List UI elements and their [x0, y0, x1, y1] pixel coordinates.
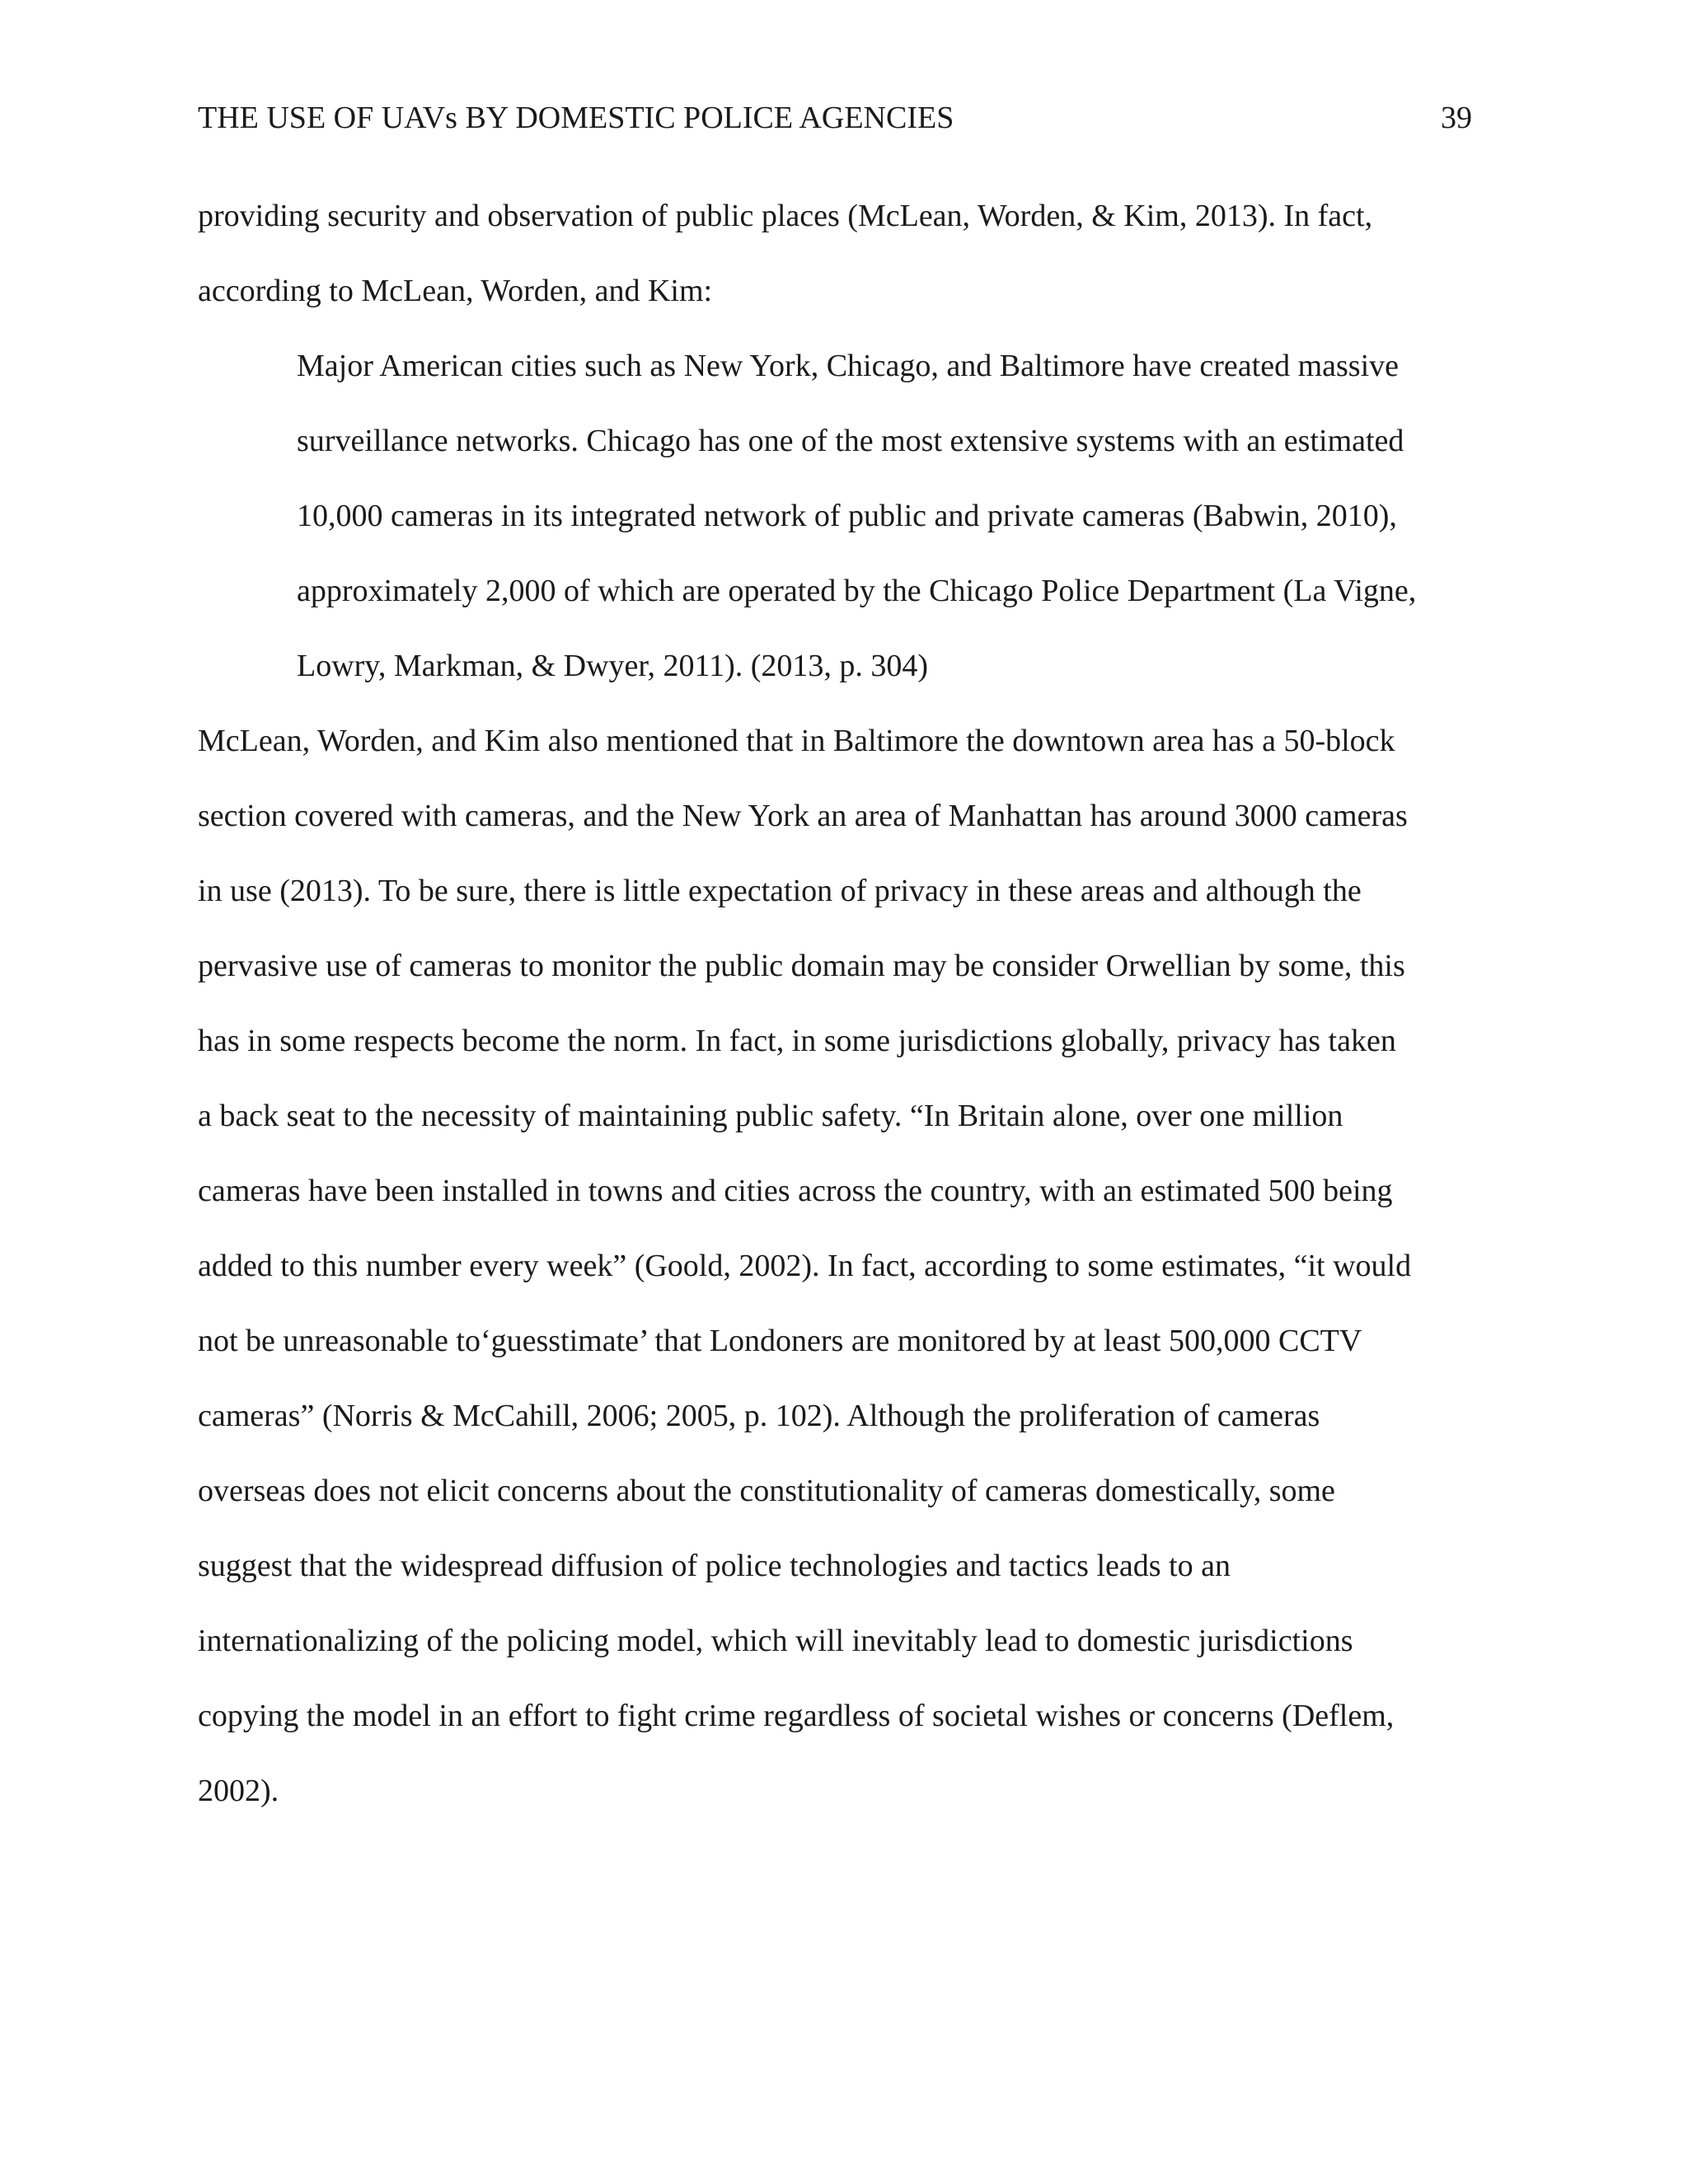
running-head: THE USE OF UAVs BY DOMESTIC POLICE AGENCIES [198, 101, 954, 135]
text-line: suggest that the widespread diffusion of police technologies and tactics leads to an [198, 1549, 1231, 1583]
text-line: section covered with cameras, and the New York an area of Manhattan has around 3000 cameras [198, 799, 1408, 833]
quote-line: Major American cities such as New York, Chicago, and Baltimore have created massive [297, 349, 1400, 383]
text-line: cameras have been installed in towns and cities across the country, with an estimated 500 being [198, 1174, 1393, 1208]
quote-line: surveillance networks. Chicago has one of the most extensive systems with an estimated [297, 424, 1404, 458]
text-line: cameras” (Norris & McCahill, 2006; 2005, p. 102). Although the proliferation of cameras [198, 1399, 1320, 1433]
quote-line: approximately 2,000 of which are operated by the Chicago Police Department (La Vigne, [297, 574, 1417, 608]
text-line: added to this number every week” (Goold, 2002). In fact, according to some estimates, “it would [198, 1249, 1412, 1283]
text-line: in use (2013). To be sure, there is little expectation of privacy in these areas and although the [198, 874, 1362, 908]
text-line: according to McLean, Worden, and Kim: [198, 274, 713, 308]
quote-line: 10,000 cameras in its integrated network of public and private cameras (Babwin, 2010), [297, 499, 1397, 533]
text-line: has in some respects become the norm. In fact, in some jurisdictions globally, privacy has taken [198, 1024, 1396, 1058]
text-line: pervasive use of cameras to monitor the public domain may be consider Orwellian by some, this [198, 949, 1405, 983]
text-line: internationalizing of the policing model, which will inevitably lead to domestic jurisdictions [198, 1624, 1353, 1658]
text-line: providing security and observation of public places (McLean, Worden, & Kim, 2013). In fact, [198, 199, 1373, 233]
text-line: overseas does not elicit concerns about the constitutionality of cameras domestically, some [198, 1474, 1335, 1508]
text-line: copying the model in an effort to fight crime regardless of societal wishes or concerns (Deflem, [198, 1699, 1395, 1733]
text-line: 2002). [198, 1774, 279, 1808]
text-line: a back seat to the necessity of maintaining public safety. “In Britain alone, over one million [198, 1099, 1343, 1133]
text-line: not be unreasonable to‘guesstimate’ that Londoners are monitored by at least 500,000 CCTV [198, 1324, 1362, 1358]
quote-line: Lowry, Markman, & Dwyer, 2011). (2013, p. 304) [297, 649, 929, 683]
text-line: McLean, Worden, and Kim also mentioned that in Baltimore the downtown area has a 50-block [198, 724, 1395, 758]
page-number: 39 [1441, 101, 1472, 135]
